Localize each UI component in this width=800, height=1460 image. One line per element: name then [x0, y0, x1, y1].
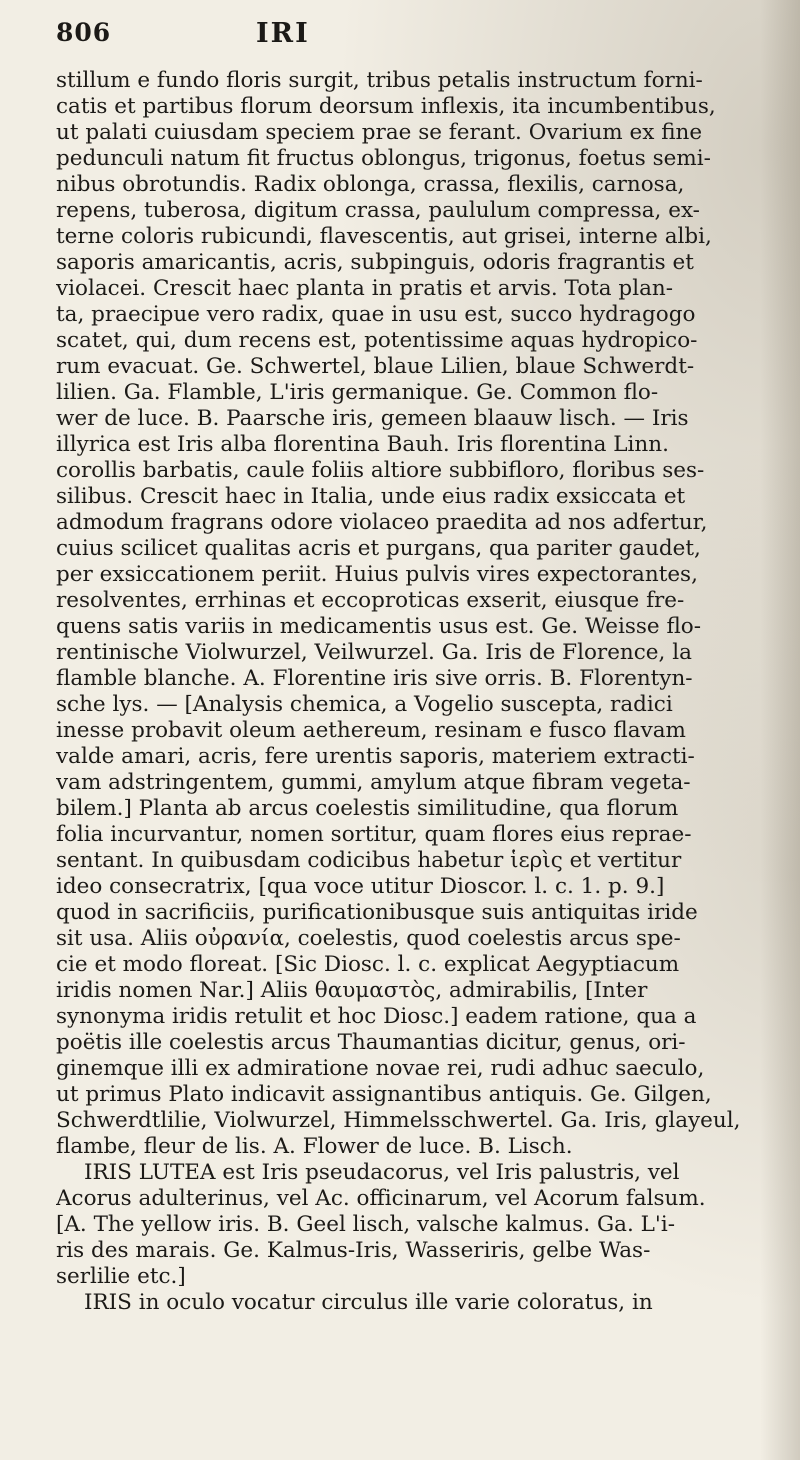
text-line: pedunculi natum fit fructus oblongus, trigonus, foetus semi-	[56, 146, 711, 171]
text-line: repens, tuberosa, digitum crassa, paululum compressa, ex-	[56, 198, 700, 223]
text-line: cie et modo floreat. [Sic Diosc. l. c. explicat Aegyptiacum	[56, 952, 680, 977]
text-line: folia incurvantur, nomen sortitur, quam flores eius reprae-	[56, 822, 692, 847]
text-line: terne coloris rubicundi, flavescentis, aut grisei, interne albi,	[56, 224, 712, 249]
text-line: stillum e fundo floris surgit, tribus petalis instructum forni-	[56, 68, 703, 93]
text-line: ut primus Plato indicavit assignantibus antiquis. Ge. Gilgen,	[56, 1082, 712, 1107]
text-line: per exsiccationem periit. Huius pulvis vires expectorantes,	[56, 562, 698, 587]
text-line: vam adstringentem, gummi, amylum atque fibram vegeta-	[56, 770, 691, 795]
text-line: lilien. Ga. Flamble, L'iris germanique. Ge. Common flo-	[56, 380, 659, 405]
text-line: ta, praecipue vero radix, quae in usu est, succo hydragogo	[56, 302, 696, 327]
text-line: valde amari, acris, fere urentis saporis, materiem extracti-	[56, 744, 695, 769]
text-line: nibus obrotundis. Radix oblonga, crassa, flexilis, carnosa,	[56, 172, 685, 197]
text-line: catis et partibus florum deorsum inflexis, ita incumbentibus,	[56, 94, 716, 119]
entry-heading-line: IRIS in oculo vocatur circulus ille varie coloratus, in	[84, 1290, 653, 1315]
text-line: cuius scilicet qualitas acris et purgans, qua pariter gaudet,	[56, 536, 701, 561]
text-line: wer de luce. B. Paarsche iris, gemeen blaauw lisch. — Iris	[56, 406, 689, 431]
text-line: saporis amaricantis, acris, subpinguis, odoris fragrantis et	[56, 250, 694, 275]
text-line: quens satis variis in medicamentis usus est. Ge. Weisse flo-	[56, 614, 701, 639]
text-line: sit usa. Aliis οὐρανία, coelestis, quod coelestis arcus spe-	[56, 926, 681, 951]
text-line: admodum fragrans odore violaceo praedita ad nos adfertur,	[56, 510, 708, 535]
page-header	[56, 18, 756, 54]
text-line: flamble blanche. A. Florentine iris sive orris. B. Florentyn-	[56, 666, 693, 691]
text-line: scatet, qui, dum recens est, potentissime aquas hydropico-	[56, 328, 698, 353]
text-line: poëtis ille coelestis arcus Thaumantias dicitur, genus, ori-	[56, 1030, 686, 1055]
text-line: [A. The yellow iris. B. Geel lisch, valsche kalmus. Ga. L'i-	[56, 1212, 675, 1237]
text-line: corollis barbatis, caule foliis altiore subbifloro, floribus ses-	[56, 458, 705, 483]
text-line: flambe, fleur de lis. A. Flower de luce. B. Lisch.	[56, 1134, 573, 1159]
page-number: 806	[56, 18, 112, 47]
text-line: inesse probavit oleum aethereum, resinam e fusco flavam	[56, 718, 686, 743]
text-line: rum evacuat. Ge. Schwertel, blaue Lilien, blaue Schwerdt-	[56, 354, 695, 379]
text-line: sentant. In quibusdam codicibus habetur ἱερὶς et vertitur	[56, 848, 682, 873]
page-edge-shadow	[760, 0, 800, 1460]
text-line: violacei. Crescit haec planta in pratis et arvis. Tota plan-	[56, 276, 674, 301]
text-line: ut palati cuiusdam speciem prae se ferant. Ovarium ex fine	[56, 120, 703, 145]
text-line: bilem.] Planta ab arcus coelestis similitudine, qua florum	[56, 796, 679, 821]
text-line: illyrica est Iris alba florentina Bauh. Iris florentina Linn.	[56, 432, 669, 457]
text-line: ris des marais. Ge. Kalmus-Iris, Wasseriris, gelbe Was-	[56, 1238, 651, 1263]
text-line: Schwerdtlilie, Violwurzel, Himmelsschwertel. Ga. Iris, glayeul,	[56, 1108, 741, 1133]
text-line: synonyma iridis retulit et hoc Diosc.] eadem ratione, qua a	[56, 1004, 697, 1029]
running-head: IRI	[256, 18, 310, 49]
text-line: ideo consecratrix, [qua voce utitur Dioscor. l. c. 1. p. 9.]	[56, 874, 665, 899]
text-line: Acorus adulterinus, vel Ac. officinarum, vel Acorum falsum.	[56, 1186, 706, 1211]
text-line: silibus. Crescit haec in Italia, unde eius radix exsiccata et	[56, 484, 686, 509]
text-line: serlilie etc.]	[56, 1264, 186, 1289]
text-line: rentinische Violwurzel, Veilwurzel. Ga. Iris de Florence, la	[56, 640, 692, 665]
body-text	[56, 68, 761, 1316]
text-line: iridis nomen Nar.] Aliis θαυμαστὸς, admirabilis, [Inter	[56, 978, 648, 1003]
text-line: ginemque illi ex admiratione novae rei, rudi adhuc saeculo,	[56, 1056, 705, 1081]
text-line: quod in sacrificiis, purificationibusque suis antiquitas iride	[56, 900, 698, 925]
entry-heading-line: IRIS LUTEA est Iris pseudacorus, vel Iris palustris, vel	[84, 1160, 680, 1185]
text-line: resolventes, errhinas et eccoproticas exserit, eiusque fre-	[56, 588, 685, 613]
text-line: sche lys. — [Analysis chemica, a Vogelio suscepta, radici	[56, 692, 673, 717]
